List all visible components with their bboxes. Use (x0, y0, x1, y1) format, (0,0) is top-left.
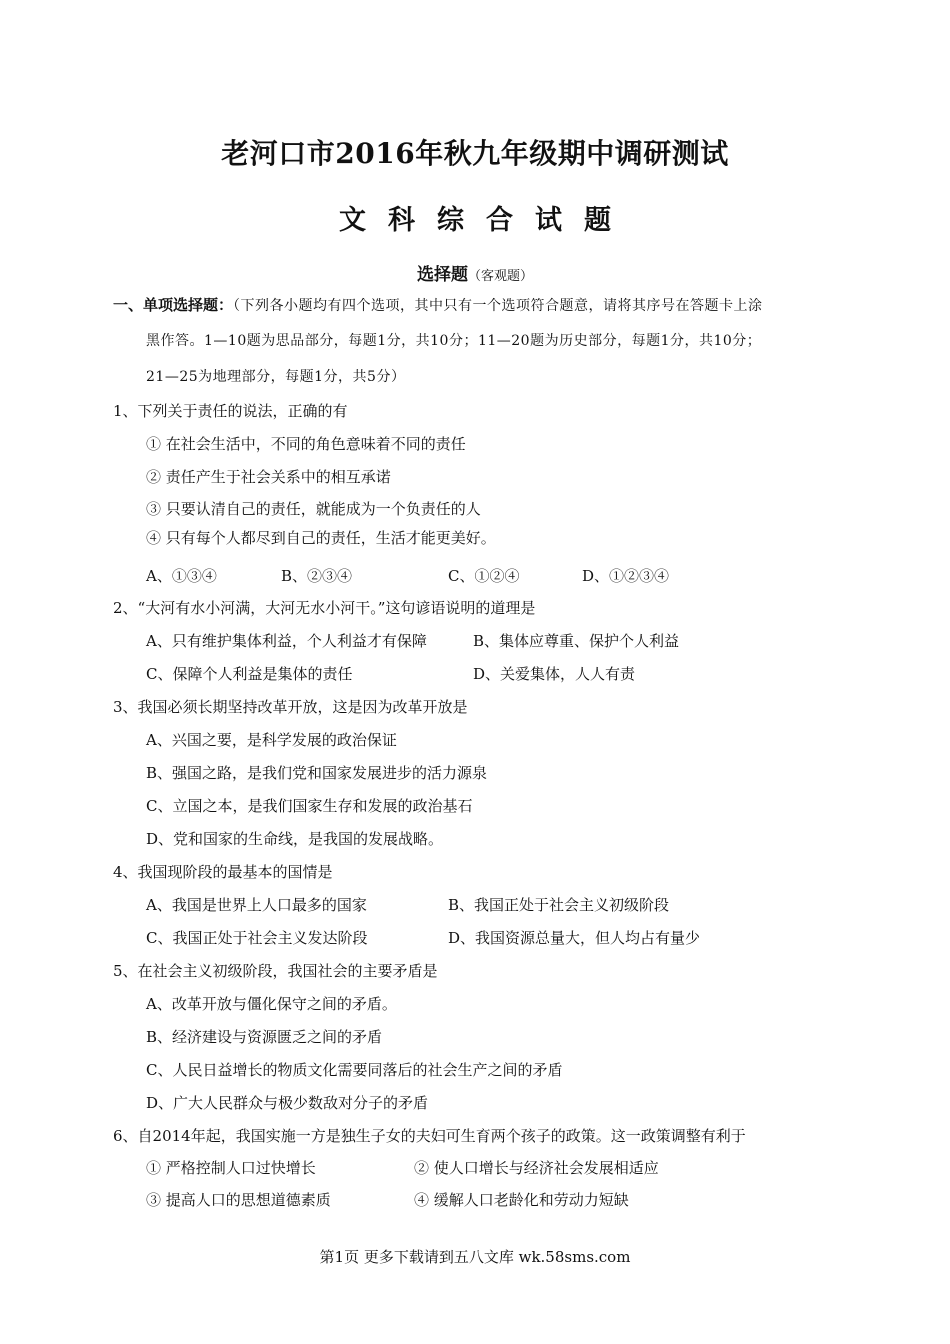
q3-stem: 3、我国必须长期坚持改革开放，这是因为改革开放是 (113, 698, 468, 716)
section-main: 选择题 (416, 265, 468, 285)
q6-statement-4: ④ 缓解人口老龄化和劳动力短缺 (414, 1191, 629, 1209)
q1-stem: 1、下列关于责任的说法，正确的有 (113, 402, 348, 420)
part-instructions (113, 294, 763, 315)
q2-option-c: C、保障个人利益是集体的责任 (146, 665, 353, 683)
q2-option-b: B、集体应尊重、保护个人利益 (473, 632, 680, 650)
q6-statement-3: ③ 提高人口的思想道德素质 (146, 1191, 331, 1209)
page-footer: 第1页 更多下载请到五八文库 wk.58sms.com (319, 1248, 631, 1266)
q1-statement-4: ④ 只有每个人都尽到自己的责任，生活才能更美好。 (146, 529, 496, 547)
q5-option-c: C、人民日益增长的物质文化需要同落后的社会生产之间的矛盾 (146, 1061, 563, 1079)
q2-option-d: D、关爱集体，人人有责 (473, 665, 636, 683)
q4-option-d: D、我国资源总量大，但人均占有量少 (448, 929, 701, 947)
q1-option-c: C、①②④ (448, 567, 520, 585)
q4-option-b: B、我国正处于社会主义初级阶段 (448, 896, 670, 914)
q6-stem: 6、自2014年起，我国实施一方是独生子女的夫妇可生育两个孩子的政策。这一政策调整有利于 (113, 1127, 746, 1145)
q5-option-a: A、改革开放与僵化保守之间的矛盾。 (146, 995, 397, 1013)
q4-option-a: A、我国是世界上人口最多的国家 (146, 896, 367, 914)
q1-statement-1: ① 在社会生活中，不同的角色意味着不同的责任 (146, 435, 466, 453)
q3-option-d: D、党和国家的生命线，是我国的发展战略。 (146, 830, 444, 848)
q3-option-b: B、强国之路，是我们党和国家发展进步的活力源泉 (146, 764, 488, 782)
exam-subtitle: 文科综合试题 (339, 205, 633, 236)
section-sub: （客观题） (467, 269, 533, 284)
q1-option-a: A、①③④ (146, 567, 217, 585)
q5-option-d: D、广大人民群众与极少数敌对分子的矛盾 (146, 1094, 429, 1112)
q4-stem: 4、我国现阶段的最基本的国情是 (113, 863, 333, 881)
q1-option-d: D、①②③④ (582, 567, 670, 585)
part-instr-2: 黑作答。1—10题为思品部分，每题1分，共10分；11—20题为历史部分，每题1分，共10分； (146, 333, 762, 349)
q1-statement-3: ③ 只要认清自己的责任，就能成为一个负责任的人 (146, 500, 481, 518)
q6-statement-1: ① 严格控制人口过快增长 (146, 1159, 316, 1177)
q3-option-a: A、兴国之要，是科学发展的政治保证 (146, 731, 397, 749)
q1-option-b: B、②③④ (281, 567, 353, 585)
q3-option-c: C、立国之本，是我们国家生存和发展的政治基石 (146, 797, 473, 815)
q6-statement-2: ② 使人口增长与经济社会发展相适应 (414, 1159, 659, 1177)
q5-option-b: B、经济建设与资源匮乏之间的矛盾 (146, 1028, 383, 1046)
part-instr-3: 21—25为地理部分，每题1分，共5分） (146, 369, 406, 385)
exam-title: 老河口市2016年秋九年级期中调研测试 (221, 137, 729, 170)
q2-stem: 2、“大河有水小河满，大河无水小河干。”这句谚语说明的道理是 (113, 599, 536, 617)
q4-option-c: C、我国正处于社会主义发达阶段 (146, 929, 368, 947)
section-heading (0, 260, 950, 285)
part-label: 一、单项选择题： (113, 296, 234, 314)
part-instr-1: （下列各小题均有四个选项，其中只有一个选项符合题意，请将其序号在答题卡上涂 (233, 298, 763, 314)
q2-option-a: A、只有维护集体利益，个人利益才有保障 (146, 632, 427, 650)
q5-stem: 5、在社会主义初级阶段，我国社会的主要矛盾是 (113, 962, 438, 980)
q1-statement-2: ② 责任产生于社会关系中的相互承诺 (146, 468, 391, 486)
